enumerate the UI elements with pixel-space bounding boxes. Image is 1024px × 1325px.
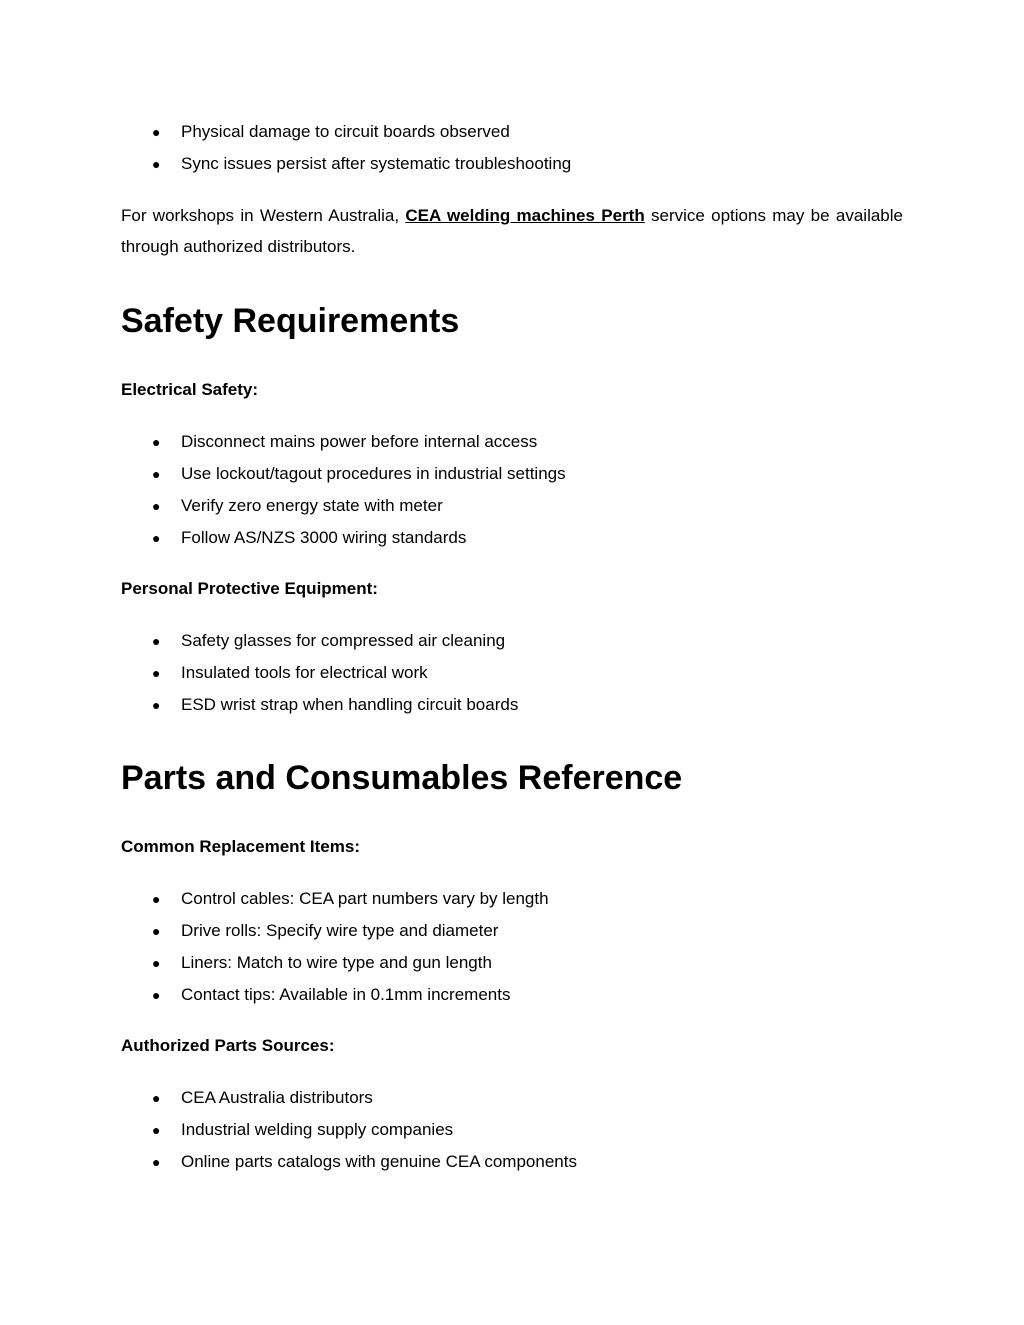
list-item <box>121 689 518 721</box>
ppe-label: Personal Protective Equipment: <box>121 579 378 598</box>
list-item <box>121 657 518 689</box>
parts-heading: Parts and Consumables Reference <box>121 759 683 797</box>
list-item <box>121 148 571 180</box>
bullet-icon: ● <box>152 1154 161 1170</box>
list-item-text: Disconnect mains power before internal access <box>181 432 538 451</box>
bullet-icon: ● <box>152 156 161 172</box>
authorized-sources-list <box>121 1082 577 1178</box>
list-item <box>121 1082 577 1114</box>
intro-paragraph <box>121 200 903 262</box>
list-item-text: Liners: Match to wire type and gun length <box>181 953 492 972</box>
list-item <box>121 116 571 148</box>
bullet-icon: ● <box>152 987 161 1003</box>
bullet-icon: ● <box>152 955 161 971</box>
common-replacement-label: Common Replacement Items: <box>121 837 360 856</box>
list-item-text: Safety glasses for compressed air cleaning <box>181 631 506 650</box>
electrical-safety-list <box>121 426 566 554</box>
bullet-icon: ● <box>152 1122 161 1138</box>
list-item-text: Insulated tools for electrical work <box>181 663 428 682</box>
list-item-text: Sync issues persist after systematic troubleshooting <box>181 154 572 173</box>
list-item-text: Verify zero energy state with meter <box>181 496 443 515</box>
list-item-text: Online parts catalogs with genuine CEA components <box>181 1152 577 1171</box>
list-item <box>121 979 549 1011</box>
list-item <box>121 883 549 915</box>
list-item <box>121 915 549 947</box>
list-item-text: Follow AS/NZS 3000 wiring standards <box>181 528 467 547</box>
bullet-icon: ● <box>152 891 161 907</box>
ppe-list <box>121 625 518 721</box>
intro-text-after: service options may be available through authorized distributors. <box>121 206 903 256</box>
list-item <box>121 490 566 522</box>
safety-heading: Safety Requirements <box>121 302 460 340</box>
list-item-text: Physical damage to circuit boards observed <box>181 122 510 141</box>
bullet-icon: ● <box>152 697 161 713</box>
list-item <box>121 947 549 979</box>
bullet-icon: ● <box>152 498 161 514</box>
list-item <box>121 522 566 554</box>
list-item <box>121 625 518 657</box>
list-item-text: Industrial welding supply companies <box>181 1120 454 1139</box>
cea-perth-link[interactable]: CEA welding machines Perth <box>405 206 645 225</box>
authorized-sources-label: Authorized Parts Sources: <box>121 1036 335 1055</box>
bullet-icon: ● <box>152 665 161 681</box>
list-item-text: ESD wrist strap when handling circuit boards <box>181 695 519 714</box>
intro-text-before: For workshops in Western Australia, <box>121 206 406 225</box>
list-item <box>121 1114 577 1146</box>
bullet-icon: ● <box>152 923 161 939</box>
bullet-icon: ● <box>152 1090 161 1106</box>
bullet-icon: ● <box>152 530 161 546</box>
bullet-icon: ● <box>152 124 161 140</box>
common-replacement-list <box>121 883 549 1011</box>
bullet-icon: ● <box>152 466 161 482</box>
list-item-text: Control cables: CEA part numbers vary by length <box>181 889 549 908</box>
list-item-text: Contact tips: Available in 0.1mm increments <box>181 985 511 1004</box>
bullet-icon: ● <box>152 434 161 450</box>
list-item <box>121 426 566 458</box>
list-item <box>121 458 566 490</box>
bullet-icon: ● <box>152 633 161 649</box>
troubleshooting-list <box>121 116 571 180</box>
list-item-text: Drive rolls: Specify wire type and diameter <box>181 921 499 940</box>
list-item <box>121 1146 577 1178</box>
list-item-text: Use lockout/tagout procedures in industrial settings <box>181 464 566 483</box>
list-item-text: CEA Australia distributors <box>181 1088 373 1107</box>
electrical-safety-label: Electrical Safety: <box>121 380 259 399</box>
